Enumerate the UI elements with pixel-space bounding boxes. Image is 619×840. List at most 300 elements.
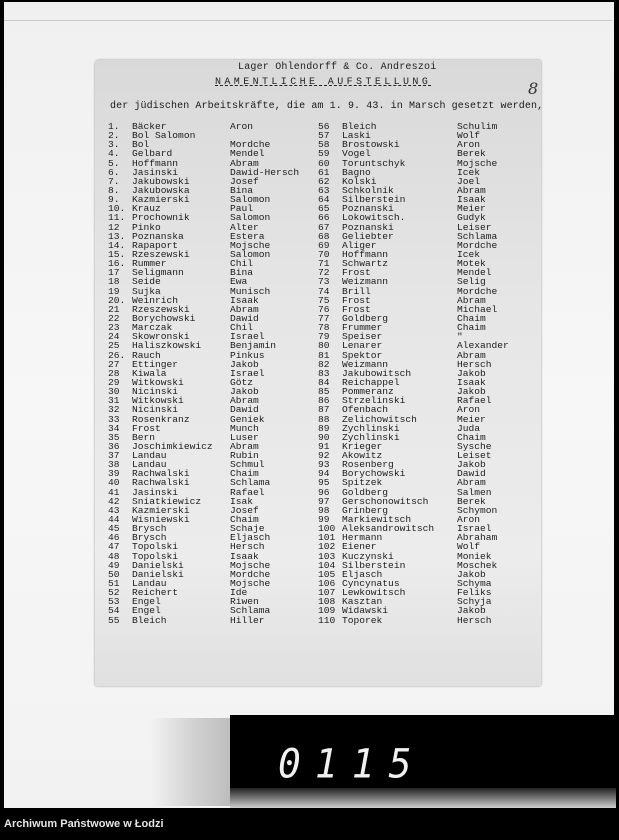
entry-given-name: Salmen bbox=[457, 486, 492, 498]
entry-given-name: Mordche bbox=[230, 568, 271, 580]
entry-number: 98 bbox=[318, 504, 330, 516]
entry-given-name: Moniek bbox=[457, 550, 492, 562]
entry-given-name: Motek bbox=[457, 258, 486, 270]
entry-number: 36 bbox=[108, 440, 120, 452]
entry-number: 90 bbox=[318, 431, 330, 443]
entry-surname: Nicinski bbox=[132, 386, 179, 398]
entry-given-name: Mordche bbox=[457, 285, 498, 297]
entry-surname: Goldberg bbox=[342, 486, 389, 498]
entry-given-name: Salomon bbox=[230, 248, 271, 260]
entry-surname: Vogel bbox=[342, 148, 371, 160]
entry-surname: Engel bbox=[132, 596, 161, 608]
entry-number: 65 bbox=[318, 203, 330, 215]
entry-surname: Kuczynski bbox=[342, 550, 394, 562]
film-holder-shadow bbox=[150, 718, 230, 806]
entry-given-name: Bina bbox=[230, 184, 254, 196]
entry-number: 81 bbox=[318, 349, 330, 361]
entry-surname: Reichert bbox=[132, 587, 179, 599]
entry-given-name: Isaak bbox=[457, 194, 486, 206]
entry-surname: Rachwalski bbox=[132, 468, 190, 480]
entry-given-name: Schyja bbox=[457, 596, 492, 608]
entry-surname: Seligmann bbox=[132, 267, 184, 279]
entry-number: 96 bbox=[318, 486, 330, 498]
entry-number: 91 bbox=[318, 440, 330, 452]
entry-surname: Markiewitsch bbox=[342, 514, 412, 526]
entry-surname: Pinko bbox=[132, 221, 161, 233]
entry-number: 73 bbox=[318, 276, 330, 288]
entry-given-name: Icek bbox=[457, 248, 481, 260]
entry-surname: Brysch bbox=[132, 532, 167, 544]
entry-number: 97 bbox=[318, 495, 330, 507]
entry-number: 8. bbox=[108, 184, 120, 196]
entry-number: 105 bbox=[318, 568, 336, 580]
entry-given-name: Schulim bbox=[457, 121, 498, 132]
entry-surname: Witkowski bbox=[132, 376, 184, 388]
entry-number: 26. bbox=[108, 349, 126, 361]
entry-number: 29 bbox=[108, 376, 120, 388]
entry-number: 87 bbox=[318, 404, 330, 416]
entry-number: 102 bbox=[318, 541, 336, 553]
entry-surname: Weizmann bbox=[342, 276, 389, 288]
entry-number: 79 bbox=[318, 331, 330, 343]
entry-number: 92 bbox=[318, 450, 330, 462]
entry-number: 52 bbox=[108, 587, 120, 599]
entry-surname: Borychowski bbox=[342, 468, 406, 480]
entry-surname: Spitzek bbox=[342, 477, 383, 489]
entry-surname: Gelbard bbox=[132, 148, 173, 160]
entry-number: 42 bbox=[108, 495, 120, 507]
company-header: Lager Ohlendorff & Co. Andreszoi bbox=[238, 62, 437, 73]
entry-number: 31 bbox=[108, 395, 120, 407]
entry-surname: Bol Salomon bbox=[132, 130, 196, 142]
entry-given-name: Pinkus bbox=[230, 349, 265, 361]
entry-surname: Kolski bbox=[342, 175, 377, 187]
entry-given-name: Schymon bbox=[457, 504, 498, 516]
entry-surname: Landau bbox=[132, 450, 167, 462]
entry-number: 18 bbox=[108, 276, 120, 288]
entry-surname: Topolski bbox=[132, 541, 179, 553]
entry-surname: Lokowitsch. bbox=[342, 212, 406, 224]
entry-given-name: Juda bbox=[457, 422, 481, 434]
entry-given-name: Munisch bbox=[230, 285, 271, 297]
entry-surname: Zelichowitsch bbox=[342, 413, 417, 425]
entry-surname: Landau bbox=[132, 578, 167, 590]
entry-number: 51 bbox=[108, 578, 120, 590]
entry-given-name: Abram bbox=[457, 349, 486, 361]
entry-surname: Kazmierski bbox=[132, 504, 190, 516]
entry-given-name: Schlama bbox=[230, 605, 271, 617]
entry-given-name: Mordche bbox=[457, 239, 498, 251]
entry-number: 10. bbox=[108, 203, 126, 215]
entry-surname: Silberstein bbox=[342, 194, 406, 206]
entry-given-name: Aron bbox=[457, 404, 481, 416]
entry-number: 68 bbox=[318, 230, 330, 242]
entry-surname: Bleich bbox=[132, 614, 167, 626]
entry-surname: Bagno bbox=[342, 166, 371, 178]
entry-given-name: Jakob bbox=[457, 605, 486, 617]
entry-given-name: Schlama bbox=[230, 477, 271, 489]
entry-number: 41 bbox=[108, 486, 120, 498]
entry-number: 40 bbox=[108, 477, 120, 489]
entry-surname: Jasinski bbox=[132, 166, 179, 178]
entry-surname: Schkolnik bbox=[342, 184, 394, 196]
entry-surname: Goldberg bbox=[342, 312, 389, 324]
entry-number: 69 bbox=[318, 239, 330, 251]
entry-given-name: Dawid bbox=[457, 468, 486, 480]
entry-given-name: Joel bbox=[457, 175, 481, 187]
entry-given-name: Berek bbox=[457, 148, 486, 160]
entry-given-name: Josef bbox=[230, 175, 259, 187]
entry-number: 93 bbox=[318, 459, 330, 471]
entry-number: 58 bbox=[318, 139, 330, 151]
entry-given-name: Josef bbox=[230, 504, 259, 516]
entry-surname: Rzeszewski bbox=[132, 248, 190, 260]
entry-number: 9. bbox=[108, 194, 120, 206]
entry-surname: Ofenbach bbox=[342, 404, 389, 416]
entry-given-name: Geniek bbox=[230, 413, 265, 425]
entry-given-name: Feliks bbox=[457, 587, 492, 599]
entry-number: 3. bbox=[108, 139, 120, 151]
entry-given-name: Moschek bbox=[457, 559, 498, 571]
entry-surname: Bern bbox=[132, 431, 156, 443]
entry-given-name: Chaim bbox=[457, 312, 486, 324]
entry-given-name: Estera bbox=[230, 230, 265, 242]
entry-surname: Hoffmann bbox=[342, 248, 389, 260]
entry-given-name: " bbox=[457, 331, 463, 343]
entry-number: 108 bbox=[318, 596, 336, 608]
entry-surname: Sujka bbox=[132, 285, 161, 297]
entry-given-name: Gudyk bbox=[457, 212, 486, 224]
entry-number: 86 bbox=[318, 395, 330, 407]
entry-given-name: Chaim bbox=[457, 322, 486, 334]
entry-number: 4. bbox=[108, 148, 120, 160]
entry-number: 57 bbox=[318, 130, 330, 142]
entry-given-name: Abram bbox=[457, 294, 486, 306]
entry-surname: Rachwalski bbox=[132, 477, 190, 489]
entry-surname: Topolski bbox=[132, 550, 179, 562]
entry-given-name: Benjamin bbox=[230, 340, 277, 352]
entry-given-name: Alexander bbox=[457, 340, 509, 352]
entry-surname: Hoffmann bbox=[132, 157, 179, 169]
entry-given-name: Sysche bbox=[457, 440, 492, 452]
entry-number: 100 bbox=[318, 523, 336, 535]
entry-number: 60 bbox=[318, 157, 330, 169]
entry-given-name: Mendel bbox=[230, 148, 265, 160]
entry-number: 74 bbox=[318, 285, 330, 297]
entry-number: 23 bbox=[108, 322, 120, 334]
entry-surname: Weinrich bbox=[132, 294, 179, 306]
entry-surname: Frost bbox=[342, 294, 371, 306]
entry-given-name: Schmul bbox=[230, 459, 265, 471]
entry-given-name: Dawid bbox=[230, 312, 259, 324]
entry-number: 55 bbox=[108, 614, 120, 626]
entry-given-name: Riwen bbox=[230, 596, 259, 608]
list-item bbox=[108, 616, 299, 625]
entry-number: 106 bbox=[318, 578, 336, 590]
entry-number: 72 bbox=[318, 267, 330, 279]
entry-surname: Lenarer bbox=[342, 340, 383, 352]
entry-surname: Witkowski bbox=[132, 395, 184, 407]
entry-surname: Marczak bbox=[132, 322, 173, 334]
entry-given-name: Jakob bbox=[230, 358, 259, 370]
entry-surname: Cyncynatus bbox=[342, 578, 400, 590]
entry-given-name: Hiller bbox=[230, 614, 265, 626]
entry-given-name: Chaim bbox=[230, 514, 259, 526]
entry-given-name: Luser bbox=[230, 431, 259, 443]
entry-given-name: Hersch bbox=[457, 614, 492, 626]
entry-number: 21 bbox=[108, 303, 120, 315]
entry-given-name: Mordche bbox=[230, 139, 271, 151]
entry-surname: Gerschonowitsch bbox=[342, 495, 429, 507]
list-item bbox=[318, 616, 509, 625]
entry-given-name: Icek bbox=[457, 166, 481, 178]
entry-number: 53 bbox=[108, 596, 120, 608]
entry-number: 70 bbox=[318, 248, 330, 260]
entry-number: 83 bbox=[318, 367, 330, 379]
entry-number: 12 bbox=[108, 221, 120, 233]
entry-number: 67 bbox=[318, 221, 330, 233]
entry-surname: Laski bbox=[342, 130, 371, 142]
page-number: 8 bbox=[528, 79, 539, 98]
entry-surname: Rauch bbox=[132, 349, 161, 361]
entry-surname: Bäcker bbox=[132, 121, 167, 132]
entry-given-name: Isaak bbox=[230, 294, 259, 306]
entry-given-name: Israel bbox=[230, 367, 265, 379]
entry-number: 20. bbox=[108, 294, 126, 306]
entry-given-name: Mojsche bbox=[230, 239, 271, 251]
entry-surname: Frost bbox=[342, 267, 371, 279]
entry-number: 107 bbox=[318, 587, 336, 599]
entry-given-name: Jakob bbox=[457, 386, 486, 398]
entry-surname: Eiener bbox=[342, 541, 377, 553]
entry-number: 101 bbox=[318, 532, 336, 544]
entry-surname: Danielski bbox=[132, 568, 184, 580]
entry-surname: Widawski bbox=[342, 605, 389, 617]
entry-number: 32 bbox=[108, 404, 120, 416]
entry-number: 50 bbox=[108, 568, 120, 580]
entry-surname: Rosenkranz bbox=[132, 413, 190, 425]
entry-surname: Sniatkiewicz bbox=[132, 495, 202, 507]
entry-given-name: Götz bbox=[230, 376, 254, 388]
entry-number: 39 bbox=[108, 468, 120, 480]
entry-number: 64 bbox=[318, 194, 330, 206]
entry-surname: Jakubowski bbox=[132, 175, 190, 187]
entry-surname: Spektor bbox=[342, 349, 383, 361]
entry-surname: Ettinger bbox=[132, 358, 179, 370]
entry-surname: Joschimkiewicz bbox=[132, 440, 213, 452]
entry-given-name: Schaje bbox=[230, 523, 265, 535]
entry-surname: Borychowski bbox=[132, 312, 196, 324]
entry-given-name: Israel bbox=[230, 331, 265, 343]
entry-surname: Weizmann bbox=[342, 358, 389, 370]
entry-number: 49 bbox=[108, 559, 120, 571]
entry-number: 27 bbox=[108, 358, 120, 370]
entry-given-name: Mendel bbox=[457, 267, 492, 279]
entry-number: 77 bbox=[318, 312, 330, 324]
entry-surname: Krauz bbox=[132, 203, 161, 215]
entry-given-name: Chil bbox=[230, 258, 254, 270]
entry-surname: Skowronski bbox=[132, 331, 190, 343]
entry-given-name: Israel bbox=[457, 523, 492, 535]
entry-surname: Jasinski bbox=[132, 486, 179, 498]
entry-surname: Zychlinski bbox=[342, 431, 400, 443]
entry-given-name: Rubin bbox=[230, 450, 259, 462]
entry-given-name: Salomon bbox=[230, 212, 271, 224]
entry-surname: Haliszkowski bbox=[132, 340, 202, 352]
entry-surname: Kasztan bbox=[342, 596, 383, 608]
entry-given-name: Abram bbox=[230, 157, 259, 169]
entry-number: 82 bbox=[318, 358, 330, 370]
entry-given-name: Abram bbox=[457, 184, 486, 196]
entry-given-name: Schyma bbox=[457, 578, 492, 590]
entry-given-name: Leiset bbox=[457, 450, 492, 462]
entry-surname: Engel bbox=[132, 605, 161, 617]
entry-surname: Grinberg bbox=[342, 504, 389, 516]
entry-given-name: Mojsche bbox=[230, 559, 271, 571]
entry-surname: Frost bbox=[132, 422, 161, 434]
entry-given-name: Dawid-Hersch bbox=[230, 166, 300, 178]
entry-given-name: Jakob bbox=[457, 459, 486, 471]
entry-number: 13. bbox=[108, 230, 126, 242]
entry-number: 2. bbox=[108, 130, 120, 142]
entry-number: 89 bbox=[318, 422, 330, 434]
entry-given-name: Chaim bbox=[230, 468, 259, 480]
entry-given-name: Aron bbox=[457, 514, 481, 526]
name-list-left bbox=[108, 122, 299, 625]
entry-given-name: Schlama bbox=[457, 230, 498, 242]
entry-number: 110 bbox=[318, 614, 336, 626]
entry-surname: Rapaport bbox=[132, 239, 179, 251]
entry-number: 71 bbox=[318, 258, 330, 270]
entry-number: 43 bbox=[108, 504, 120, 516]
name-list-right bbox=[318, 122, 509, 625]
entry-given-name: Selig bbox=[457, 276, 486, 288]
entry-given-name: Isaak bbox=[230, 550, 259, 562]
entry-number: 30 bbox=[108, 386, 120, 398]
entry-number: 59 bbox=[318, 148, 330, 160]
entry-given-name: Wolf bbox=[457, 130, 481, 142]
entry-number: 22 bbox=[108, 312, 120, 324]
entry-given-name: Leiser bbox=[457, 221, 492, 233]
frame-edge-line bbox=[4, 20, 612, 21]
entry-given-name: Chil bbox=[230, 322, 254, 334]
entry-given-name: Jakob bbox=[457, 568, 486, 580]
entry-given-name: Jakob bbox=[457, 367, 486, 379]
entry-surname: Landau bbox=[132, 459, 167, 471]
entry-number: 104 bbox=[318, 559, 336, 571]
entry-surname: Poznanski bbox=[342, 203, 394, 215]
entry-number: 17 bbox=[108, 267, 120, 279]
entry-surname: Speiser bbox=[342, 331, 383, 343]
entry-number: 7. bbox=[108, 175, 120, 187]
entry-number: 61 bbox=[318, 166, 330, 178]
entry-surname: Poznanski bbox=[342, 221, 394, 233]
entry-number: 25 bbox=[108, 340, 120, 352]
entry-given-name: Abram bbox=[230, 395, 259, 407]
entry-surname: Kazmierski bbox=[132, 194, 190, 206]
entry-surname: Seide bbox=[132, 276, 161, 288]
entry-given-name: Eljasch bbox=[230, 532, 271, 544]
entry-given-name: Abram bbox=[230, 440, 259, 452]
entry-surname: Bleich bbox=[342, 121, 377, 132]
entry-given-name: Hersch bbox=[457, 358, 492, 370]
entry-number: 1. bbox=[108, 121, 120, 132]
entry-number: 99 bbox=[318, 514, 330, 526]
entry-number: 19 bbox=[108, 285, 120, 297]
frame-counter: 0115 bbox=[278, 740, 426, 788]
entry-surname: Wisniewski bbox=[132, 514, 190, 526]
entry-number: 94 bbox=[318, 468, 330, 480]
entry-surname: Aliger bbox=[342, 239, 377, 251]
entry-surname: Silberstein bbox=[342, 559, 406, 571]
entry-surname: Aleksandrowitsch bbox=[342, 523, 435, 535]
entry-given-name: Isak bbox=[230, 495, 254, 507]
entry-number: 88 bbox=[318, 413, 330, 425]
entry-surname: Jakubowska bbox=[132, 184, 190, 196]
entry-given-name: Bina bbox=[230, 267, 254, 279]
entry-given-name: Salomon bbox=[230, 194, 271, 206]
entry-surname: Rummer bbox=[132, 258, 167, 270]
entry-number: 6. bbox=[108, 166, 120, 178]
entry-given-name: Rafael bbox=[230, 486, 265, 498]
entry-surname: Akowitz bbox=[342, 450, 383, 462]
entry-number: 80 bbox=[318, 340, 330, 352]
entry-surname: Geliebter bbox=[342, 230, 394, 242]
entry-surname: Krieger bbox=[342, 440, 383, 452]
entry-number: 54 bbox=[108, 605, 120, 617]
entry-number: 95 bbox=[318, 477, 330, 489]
entry-surname: Prochownik bbox=[132, 212, 190, 224]
entry-given-name: Michael bbox=[457, 303, 498, 315]
entry-surname: Bol bbox=[132, 139, 150, 151]
entry-number: 38 bbox=[108, 459, 120, 471]
entry-surname: Frost bbox=[342, 303, 371, 315]
entry-surname: Rosenberg bbox=[342, 459, 394, 471]
entry-given-name: Ewa bbox=[230, 276, 248, 288]
entry-given-name: Dawid bbox=[230, 404, 259, 416]
entry-given-name: Berek bbox=[457, 495, 486, 507]
entry-surname: Pommeranz bbox=[342, 386, 394, 398]
entry-surname: Poznanska bbox=[132, 230, 184, 242]
entry-given-name: Alter bbox=[230, 221, 259, 233]
entry-given-name: Ide bbox=[230, 587, 248, 599]
document-subtitle: der jüdischen Arbeitskräfte, die am 1. 9. 43. in Marsch gesetzt werden, bbox=[110, 101, 544, 112]
entry-given-name: Mojsche bbox=[457, 157, 498, 169]
entry-given-name: Mojsche bbox=[230, 578, 271, 590]
entry-given-name: Jakob bbox=[230, 386, 259, 398]
entry-surname: Rzeszewski bbox=[132, 303, 190, 315]
entry-given-name: Abram bbox=[457, 477, 486, 489]
entry-number: 76 bbox=[318, 303, 330, 315]
entry-given-name: Wolf bbox=[457, 541, 481, 553]
entry-given-name: Isaak bbox=[457, 376, 486, 388]
entry-number: 14. bbox=[108, 239, 126, 251]
entry-surname: Lewkowitsch bbox=[342, 587, 406, 599]
entry-number: 66 bbox=[318, 212, 330, 224]
entry-given-name: Rafael bbox=[457, 395, 492, 407]
entry-number: 75 bbox=[318, 294, 330, 306]
entry-number: 48 bbox=[108, 550, 120, 562]
entry-number: 11. bbox=[108, 212, 126, 224]
entry-number: 62 bbox=[318, 175, 330, 187]
entry-surname: Nicinski bbox=[132, 404, 179, 416]
entry-number: 85 bbox=[318, 386, 330, 398]
entry-surname: Eljasch bbox=[342, 568, 383, 580]
entry-surname: Reichappel bbox=[342, 376, 400, 388]
entry-number: 84 bbox=[318, 376, 330, 388]
entry-surname: Schwartz bbox=[342, 258, 389, 270]
entry-surname: Brostowski bbox=[342, 139, 400, 151]
